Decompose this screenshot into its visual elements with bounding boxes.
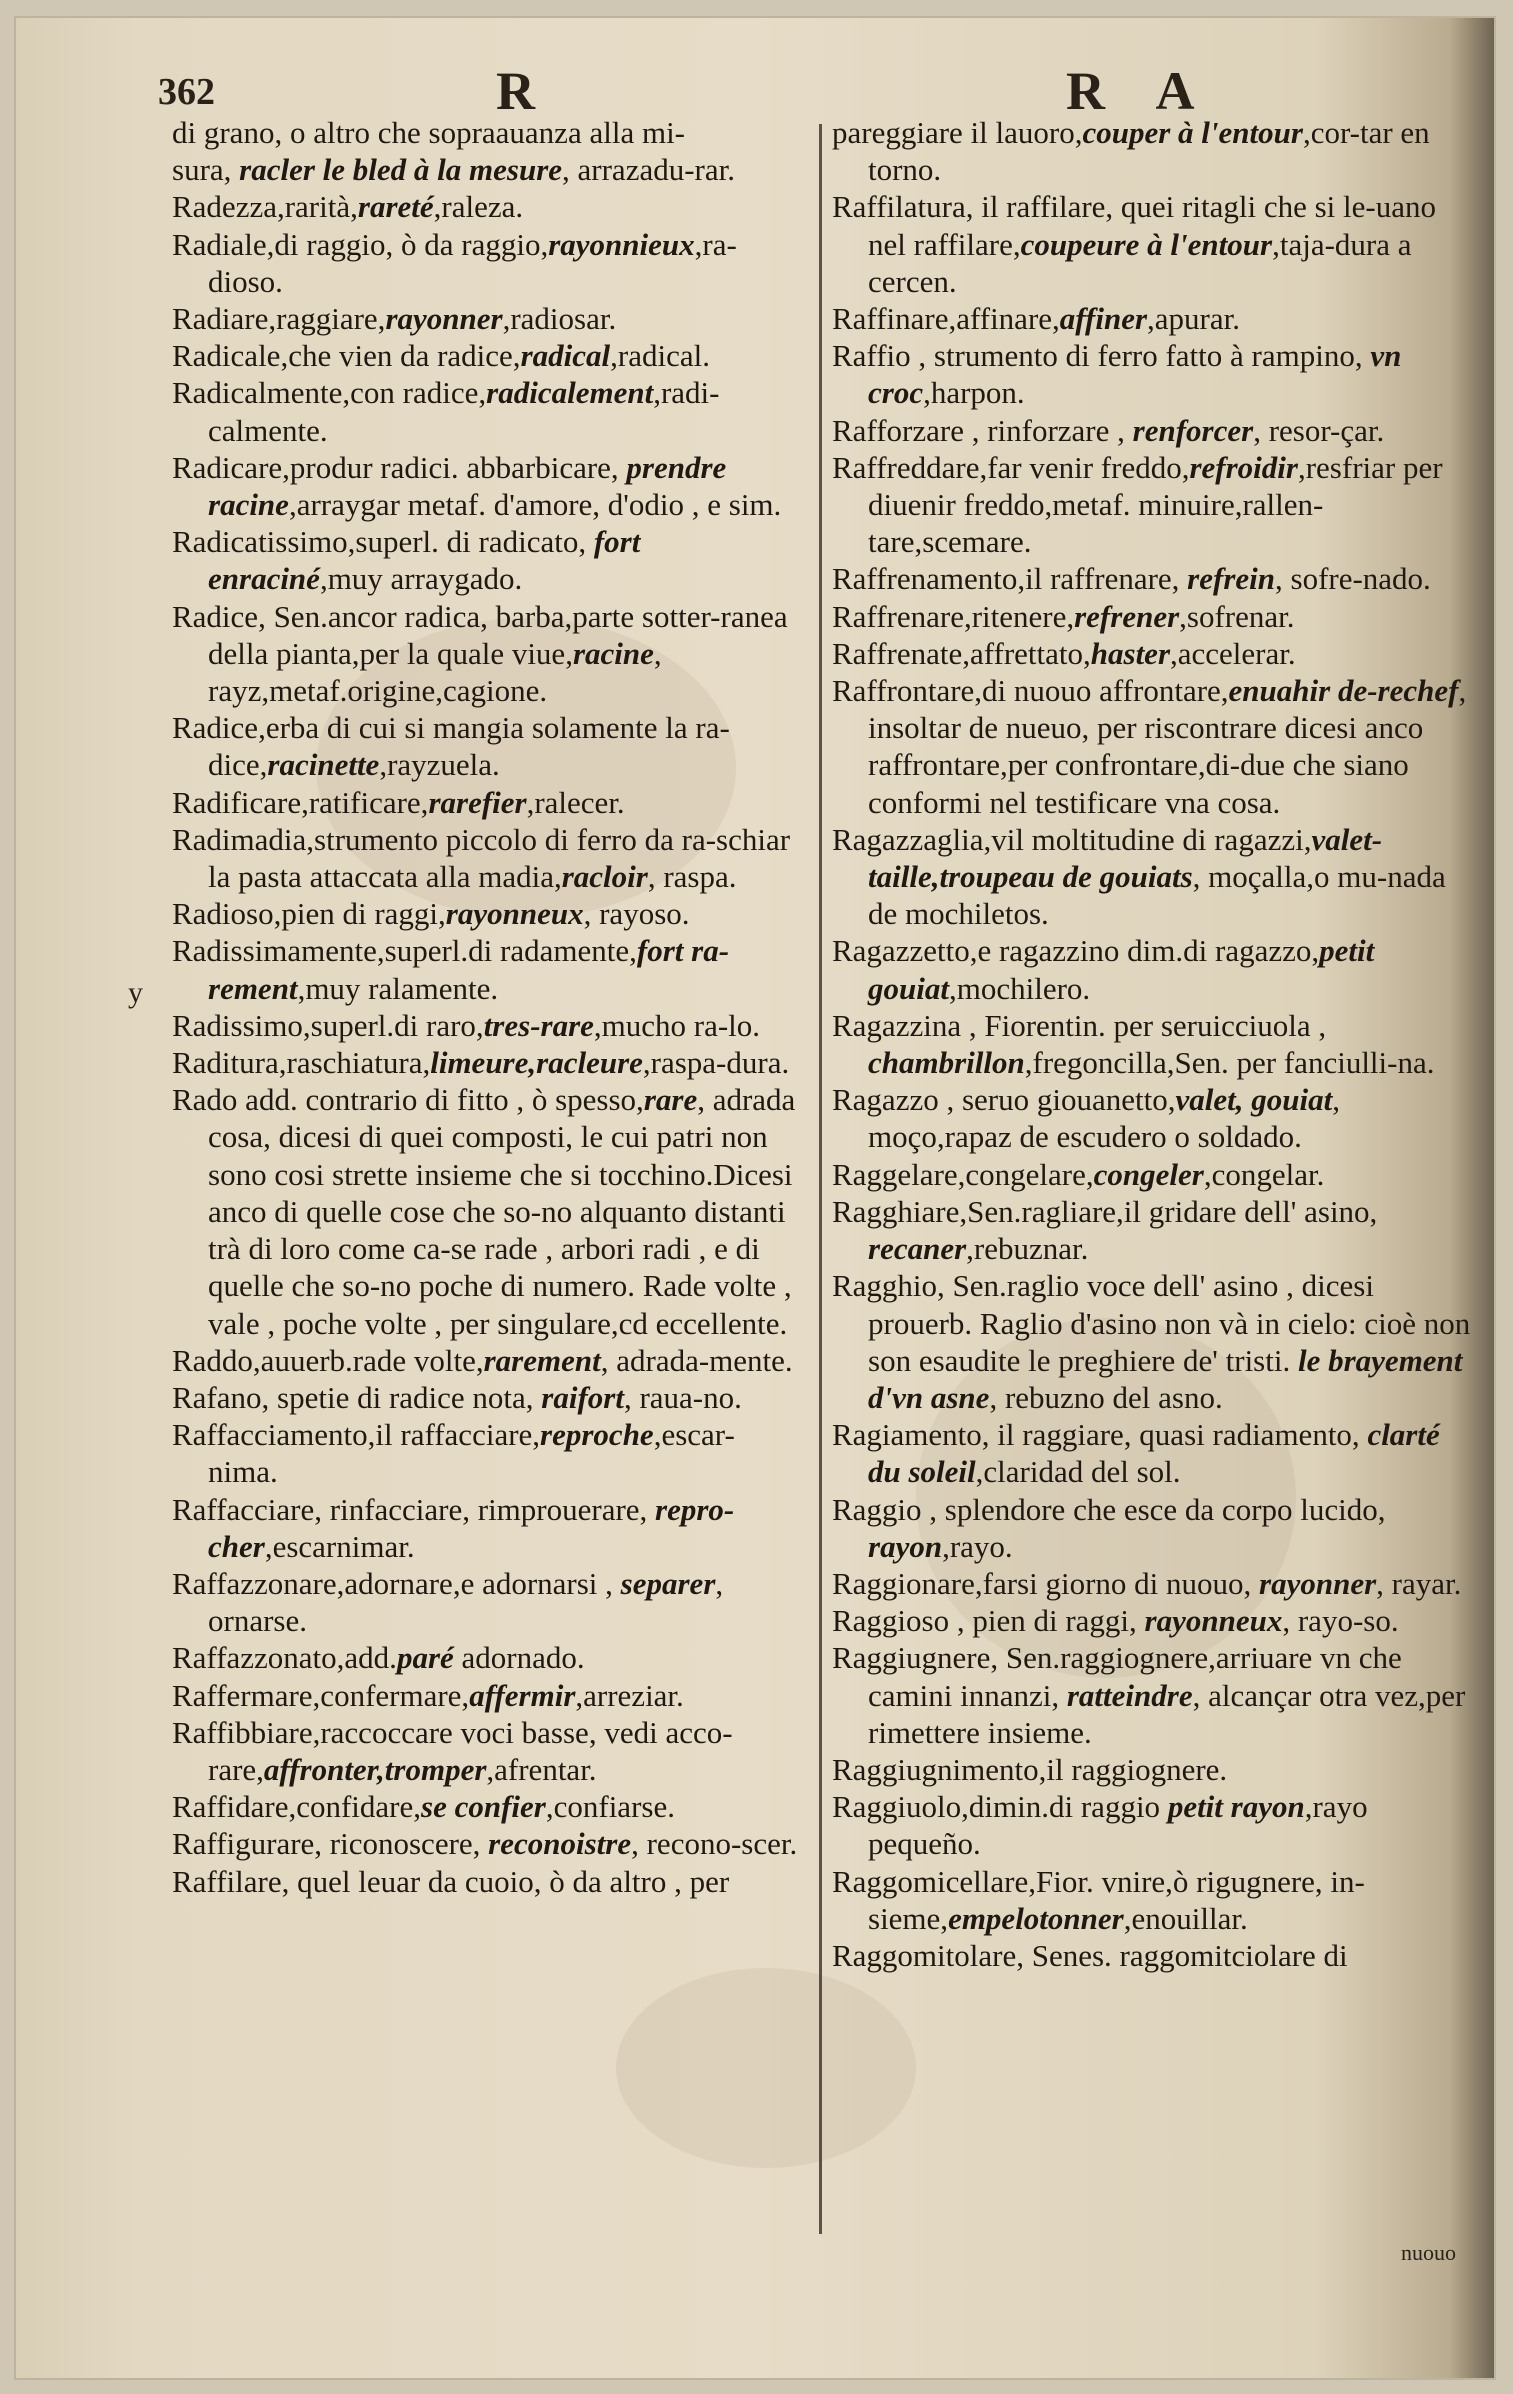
entry-text: Raffigurare, riconoscere,: [172, 1826, 489, 1862]
entry-text: Raffrontare,di nuouo affrontare,: [832, 673, 1229, 709]
dictionary-entry: [832, 188, 1472, 300]
spanish-translation: ,harpon.: [923, 375, 1025, 411]
dictionary-entry: [832, 337, 1472, 411]
french-translation: clarté du soleil: [868, 1417, 1440, 1490]
entry-text: Raffidare,confidare,: [172, 1789, 422, 1825]
french-translation: tres-rare: [483, 1007, 594, 1043]
entry-text: Raggionare,farsi giorno di nuouo,: [832, 1565, 1260, 1601]
spanish-translation: , rebuzno del asno.: [989, 1379, 1223, 1415]
entry-text: Ragazzaglia,vil moltitudine di ragazzi,: [832, 821, 1312, 857]
entry-text: Radicale,che vien da radice,: [172, 338, 521, 374]
entry-text: Radificare,ratificare,: [172, 784, 429, 820]
entry-text: Raddo,auuerb.rade volte,: [172, 1342, 484, 1378]
spanish-translation: , adrada-mente.: [600, 1342, 793, 1378]
entry-text: Ragazzina , Fiorentin. per seruicciuola ,: [832, 1007, 1327, 1043]
dictionary-entry: [172, 1081, 802, 1341]
dictionary-entry: [172, 1342, 802, 1379]
dictionary-entry: [172, 895, 802, 932]
french-translation: limeure,racleure: [430, 1045, 643, 1081]
dictionary-entry: [172, 598, 802, 710]
spanish-translation: , recono-scer.: [631, 1826, 798, 1862]
entry-text: Radiare,raggiare,: [172, 301, 386, 337]
spanish-translation: ,radical.: [610, 338, 710, 374]
spanish-translation: ,ra-dioso.: [208, 226, 737, 299]
spanish-translation: ,arreziar.: [575, 1677, 684, 1713]
french-translation: chambrillon: [868, 1045, 1025, 1081]
dictionary-entry: [832, 932, 1472, 1006]
dictionary-entry: [172, 1044, 802, 1081]
spanish-translation: , rayar.: [1376, 1565, 1462, 1601]
left-column: [172, 114, 802, 1900]
dictionary-entry: [172, 784, 802, 821]
french-translation: separer: [620, 1565, 716, 1601]
dictionary-entry: [832, 449, 1472, 561]
entry-text: Radissimamente,superl.di radamente,: [172, 933, 637, 969]
entry-text: Raffermare,confermare,: [172, 1677, 470, 1713]
spanish-translation: ,raspa-dura.: [642, 1045, 790, 1081]
dictionary-entry: [172, 226, 802, 300]
french-translation: vn croc: [868, 338, 1402, 411]
french-translation: rarement: [483, 1342, 601, 1378]
french-translation: raifort: [541, 1379, 624, 1415]
entry-text: Raffreddare,far venir freddo,: [832, 449, 1190, 485]
catchword: nuouo: [1401, 2240, 1456, 2265]
dictionary-entry: [172, 1788, 802, 1825]
spanish-translation: ,afrentar.: [486, 1751, 597, 1787]
entry-text: Raggiugnimento,il raggiognere.: [832, 1751, 1228, 1787]
paper-stain: [616, 1968, 916, 2168]
dictionary-entry: [172, 1714, 802, 1788]
french-translation: ratteindre: [1066, 1677, 1193, 1713]
dictionary-entry: [832, 1602, 1472, 1639]
spanish-translation: ,rayo.: [942, 1528, 1013, 1564]
french-translation: petit gouiat: [868, 933, 1375, 1006]
margin-mark: y: [128, 976, 143, 1009]
french-translation: rayonnieux: [548, 226, 695, 262]
dictionary-entry: [832, 1863, 1472, 1937]
dictionary-entry: [832, 1639, 1472, 1751]
entry-text: Raffrenamento,il raffrenare,: [832, 561, 1188, 597]
dictionary-entry: [172, 374, 802, 448]
entry-text: Ragazzetto,e ragazzino dim.di ragazzo,: [832, 933, 1320, 969]
dictionary-entry: [832, 1751, 1472, 1788]
entry-text: Radioso,pien di raggi,: [172, 896, 446, 932]
french-translation: coupeure à l'entour: [1020, 226, 1273, 262]
entry-text: Radicare,produr radici. abbarbicare,: [172, 449, 627, 485]
entry-text: Radiale,di raggio, ò da raggio,: [172, 226, 549, 262]
spanish-translation: ,arraygar metaf. d'amore, d'odio , e sim.: [288, 487, 782, 523]
spanish-translation: ,confiarse.: [545, 1789, 675, 1825]
spanish-translation: , moçalla,o mu-nada de mochiletos.: [868, 859, 1446, 932]
spanish-translation: , insoltar de nueuo, per riscontrare dicesi anco raffrontare,per confrontare,di-due che siano conformi nel testificare vna cosa.: [868, 673, 1467, 820]
dictionary-entry: [172, 1491, 802, 1565]
french-translation: rareté: [357, 189, 434, 225]
spanish-translation: ,sofrenar.: [1179, 598, 1295, 634]
dictionary-entry: [832, 300, 1472, 337]
entry-text: Raggio , splendore che esce da corpo lucido,: [832, 1491, 1386, 1527]
dictionary-entry: [172, 337, 802, 374]
dictionary-entry: [172, 523, 802, 597]
spanish-translation: ,raleza.: [433, 189, 524, 225]
entry-text: Rafano, spetie di radice nota,: [172, 1379, 542, 1415]
entry-text: Radezza,rarità,: [172, 189, 358, 225]
entry-text: Raffilare, quel leuar da cuoio, ò da altro , per: [172, 1863, 730, 1899]
entry-text: Raffibbiare,raccoccare voci basse, vedi acco-rare,: [172, 1714, 733, 1787]
spanish-translation: , alcançar otra vez,per rimettere insieme.: [868, 1677, 1466, 1750]
spanish-translation: , adrada cosa, dicesi di quei composti, le cui patri non sono cosi strette insieme che si tocchino.Dicesi anco di quelle cose che so-no alquanto distanti trà di loro come ca-se rade , arbori radi , e di quelle che so-no poche di numero. Rade volte , vale , poche volte , per singulare,cd eccellente.: [208, 1082, 796, 1341]
french-translation: radicalement: [486, 375, 654, 411]
right-header-letters: R A: [1066, 61, 1215, 121]
dictionary-entry: [172, 1825, 802, 1862]
entry-text: pareggiare il lauoro,: [832, 115, 1083, 150]
spanish-translation: , raua-no.: [623, 1379, 742, 1415]
spanish-translation: ,fregoncilla,Sen. per fanciulli-na.: [1024, 1045, 1435, 1081]
french-translation: repro-cher: [208, 1491, 735, 1564]
dictionary-entry: [172, 151, 802, 188]
french-translation: fort enraciné: [208, 524, 641, 597]
dictionary-entry: [832, 1156, 1472, 1193]
french-translation: racinette: [267, 747, 380, 783]
dictionary-entry: [172, 1416, 802, 1490]
dictionary-entry: [172, 1639, 802, 1676]
entry-text: Raffilatura, il raffilare, quei ritagli che si le-uano nel raffilare,: [832, 189, 1436, 262]
spanish-translation: ,taja-dura a cercen.: [868, 226, 1412, 299]
entry-text: Raggelare,congelare,: [832, 1156, 1094, 1192]
spanish-translation: ,accelerar.: [1170, 635, 1296, 671]
spanish-translation: , rayz,metaf.origine,cagione.: [208, 635, 662, 709]
french-translation: rayonner: [1259, 1565, 1377, 1601]
dictionary-entry: [832, 1081, 1472, 1155]
dictionary-entry: [172, 709, 802, 783]
entry-text: Raffacciare, rinfacciare, rimprouerare,: [172, 1491, 656, 1527]
french-translation: rayonner: [385, 301, 503, 337]
dictionary-entry: [832, 560, 1472, 597]
spanish-translation: , moço,rapaz de escudero o soldado.: [868, 1082, 1340, 1155]
entry-text: Raffio , strumento di ferro fatto à rampino,: [832, 338, 1371, 374]
dictionary-entry: [172, 188, 802, 225]
entry-text: Radicatissimo,superl. di radicato,: [172, 524, 594, 560]
french-translation: reconoistre: [488, 1826, 632, 1862]
entry-text: Radimadia,strumento piccolo di ferro da ra-schiar la pasta attaccata alla madia,: [172, 821, 791, 895]
french-translation: rayon: [868, 1528, 943, 1564]
french-translation: rare: [643, 1082, 698, 1118]
dictionary-entry: [832, 1491, 1472, 1565]
entry-text: Raffazzonato,add.: [172, 1640, 397, 1676]
dictionary-entry: [832, 672, 1472, 821]
dictionary-entry: [172, 449, 802, 523]
dictionary-entry: [172, 1677, 802, 1714]
french-translation: couper à l'entour: [1082, 115, 1303, 150]
french-translation: affiner: [1059, 301, 1148, 337]
french-translation: paré: [396, 1640, 454, 1676]
entry-text: Raffacciamento,il raffacciare,: [172, 1417, 541, 1453]
entry-text: Ragghio, Sen.raglio voce dell' asino , dicesi prouerb. Raglio d'asino non và in cielo: cioè non son esaudite le preghiere de' tristi.: [832, 1268, 1471, 1378]
spanish-translation: ,escar-nima.: [208, 1417, 735, 1490]
spanish-translation: ,mochilero.: [948, 970, 1091, 1006]
french-translation: renforcer: [1132, 412, 1254, 448]
french-translation: affermir: [469, 1677, 576, 1713]
spanish-translation: ,radi-calmente.: [208, 375, 720, 448]
french-translation: refroidir: [1189, 449, 1298, 485]
dictionary-entry: [832, 1193, 1472, 1267]
entry-text: Raggiuolo,dimin.di raggio: [832, 1789, 1168, 1825]
spanish-translation: , rayo-so.: [1282, 1603, 1399, 1639]
entry-text: Raggomitolare, Senes. raggomitciolare di: [832, 1937, 1348, 1973]
french-translation: empelotonner: [948, 1900, 1124, 1936]
spanish-translation: ,cor-tar en torno.: [868, 115, 1430, 188]
entry-text: Radice, Sen.ancor radica, barba,parte sotter-ranea della pianta,per la quale viue,: [172, 598, 788, 671]
spanish-translation: ,enouillar.: [1123, 1900, 1248, 1936]
column-divider: [819, 124, 822, 2234]
french-translation: refrein: [1187, 561, 1275, 597]
spanish-translation: ,congelar.: [1203, 1156, 1325, 1192]
entry-text: Raffrenate,affrettato,: [832, 635, 1091, 671]
french-translation: racler le bled à la mesure: [239, 152, 563, 188]
entry-text: Rafforzare , rinforzare ,: [832, 412, 1133, 448]
french-translation: valet-taille,troupeau de gouiats: [868, 821, 1383, 895]
entry-text: Raffrenare,ritenere,: [832, 598, 1075, 634]
french-translation: reproche: [540, 1417, 654, 1453]
entry-text: Raditura,raschiatura,: [172, 1045, 431, 1081]
entry-text: Rado add. contrario di fitto , ò spesso,: [172, 1082, 644, 1118]
french-translation: haster: [1090, 635, 1171, 671]
entry-text: Radissimo,superl.di raro,: [172, 1007, 484, 1043]
dictionary-entry: [172, 1007, 802, 1044]
entry-text: Raggomicellare,Fior. vnire,ò rigugnere, in-sieme,: [832, 1863, 1365, 1936]
spanish-translation: ,rayzuela.: [379, 747, 500, 783]
french-translation: recaner: [868, 1231, 967, 1267]
dictionary-entry: [172, 932, 802, 1006]
entry-text: Raggioso , pien di raggi,: [832, 1603, 1145, 1639]
spanish-translation: , rayoso.: [583, 896, 690, 932]
french-translation: rayonneux: [445, 896, 584, 932]
entry-text: Raffinare,affinare,: [832, 301, 1060, 337]
spanish-translation: ,ralecer.: [526, 784, 625, 820]
entry-text: Ragghiare,Sen.ragliare,il gridare dell' asino,: [832, 1193, 1378, 1229]
page-number: 362: [158, 71, 215, 113]
french-translation: racine: [572, 635, 654, 671]
dictionary-page: [16, 18, 1494, 2378]
entry-text: Ragiamento, il raggiare, quasi radiamento,: [832, 1417, 1368, 1453]
entry-text: Raggiugnere, Sen.raggiognere,arriuare vn che camini innanzi,: [832, 1640, 1402, 1713]
spanish-translation: , resor-çar.: [1253, 412, 1385, 448]
entry-text: Radice,erba di cui si mangia solamente la ra-dice,: [172, 710, 730, 783]
french-translation: rayonneux: [1144, 1603, 1283, 1639]
french-translation: enuahir de-rechef: [1228, 673, 1459, 709]
spanish-translation: ,radiosar.: [502, 301, 617, 337]
entry-text: Radicalmente,con radice,: [172, 375, 487, 411]
dictionary-entry: [832, 1565, 1472, 1602]
spanish-translation: ,muy arraygado.: [319, 561, 523, 597]
french-translation: fort ra-rement: [208, 933, 730, 1006]
french-translation: congeler: [1093, 1156, 1204, 1192]
french-translation: radical: [520, 338, 611, 374]
spanish-translation: ,mucho ra-lo.: [593, 1007, 761, 1043]
french-translation: se confier: [421, 1789, 546, 1825]
french-translation: affronter,tromper: [263, 1751, 487, 1787]
spanish-translation: ,apurar.: [1147, 301, 1241, 337]
spanish-translation: ,resfriar per diuenir freddo,metaf. minuire,rallen-tare,scemare.: [868, 449, 1443, 560]
dictionary-entry: [832, 635, 1472, 672]
right-column: [832, 114, 1472, 1974]
dictionary-entry: [172, 1863, 802, 1900]
dictionary-entry: [172, 114, 802, 151]
running-header: [136, 58, 1436, 121]
french-translation: le brayement d'vn asne: [868, 1342, 1463, 1415]
dictionary-entry: [172, 1565, 802, 1639]
dictionary-entry: [832, 412, 1472, 449]
spanish-translation: , ornarse.: [208, 1565, 724, 1639]
dictionary-entry: [832, 821, 1472, 933]
dictionary-entry: [832, 1267, 1472, 1416]
spanish-translation: , sofre-nado.: [1275, 561, 1431, 597]
entry-text: di grano, o altro che sopraauanza alla mi-: [172, 115, 685, 150]
spanish-translation: ,claridad del sol.: [975, 1454, 1181, 1490]
spanish-translation: , arrazadu-rar.: [562, 152, 735, 188]
entry-text: sura,: [172, 152, 240, 188]
entry-text: Raffazzonare,adornare,e adornarsi ,: [172, 1565, 621, 1601]
dictionary-entry: [832, 1937, 1472, 1974]
french-translation: racloir: [561, 859, 648, 895]
entry-text: Ragazzo , seruo giouanetto,: [832, 1082, 1176, 1118]
french-translation: valet, gouiat: [1175, 1082, 1333, 1118]
dictionary-entry: [832, 598, 1472, 635]
spanish-translation: ,escarnimar.: [264, 1528, 415, 1564]
spanish-translation: ,rebuznar.: [966, 1231, 1089, 1267]
dictionary-entry: [172, 821, 802, 895]
dictionary-entry: [832, 1416, 1472, 1490]
dictionary-entry: [832, 1007, 1472, 1081]
spanish-translation: , raspa.: [647, 859, 737, 895]
dictionary-entry: [832, 1788, 1472, 1862]
dictionary-entry: [172, 1379, 802, 1416]
spanish-translation: ,rayo pequeño.: [868, 1789, 1368, 1862]
left-header-letter: R: [496, 61, 541, 121]
spanish-translation: ,muy ralamente.: [297, 970, 499, 1006]
dictionary-entry: [832, 114, 1472, 188]
french-translation: petit rayon: [1167, 1789, 1305, 1825]
dictionary-entry: [172, 300, 802, 337]
french-translation: rarefier: [428, 784, 527, 820]
spanish-translation: adornado.: [453, 1640, 585, 1676]
french-translation: prendre racine: [208, 449, 727, 523]
french-translation: refrener: [1074, 598, 1180, 634]
